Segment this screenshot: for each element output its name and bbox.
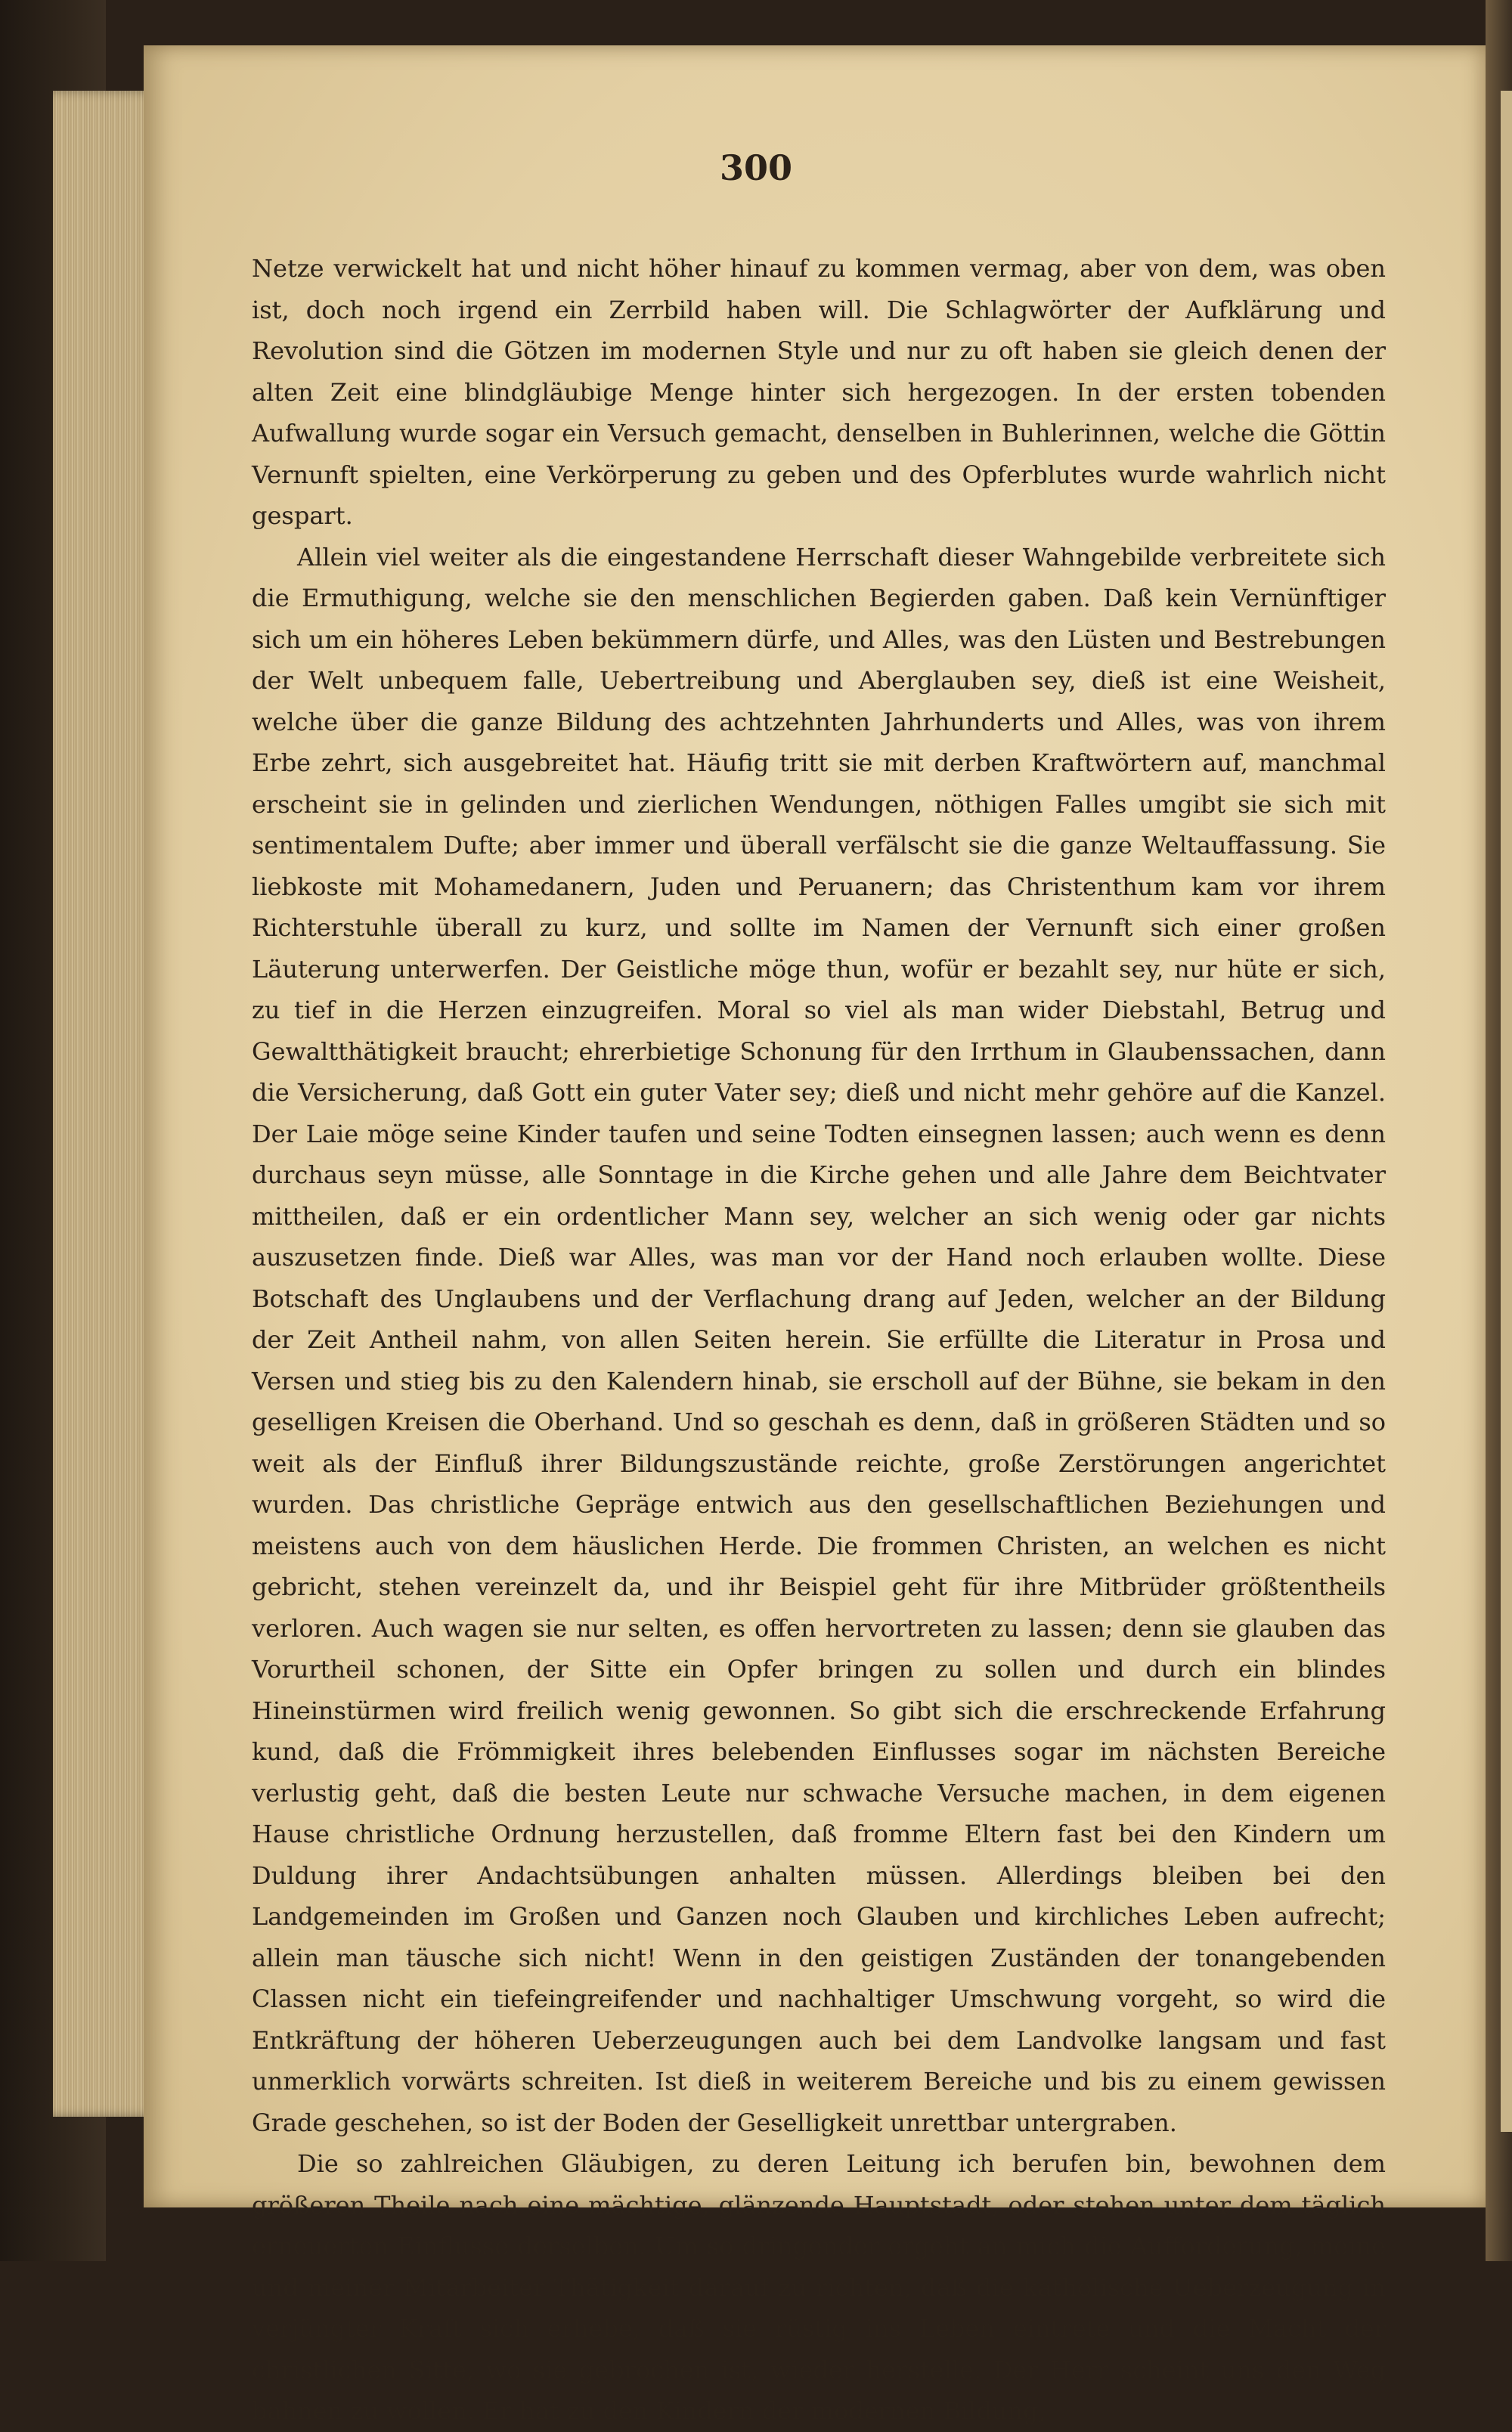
body-text: [252, 248, 1386, 2432]
paragraph: Netze verwickelt hat und nicht höher hinauf zu kommen vermag, aber von dem, was oben ist, doch noch irgend ein Zerrbild haben will. Die Schlagwörter der Aufklärung und Revolution sind die Götzen im modernen Style und nur zu oft haben sie gleich denen der alten Zeit eine blindgläubige Menge hinter sich hergezogen. In der ersten tobenden Aufwallung wurde sogar ein Versuch gemacht, denselben in Buhlerinnen, welche die Göttin Vernunft spielten, eine Verkörperung zu geben und des Opferblutes wurde wahrlich nicht gespart.: [252, 254, 1386, 530]
page-number: 300: [719, 147, 793, 188]
paragraph: Die so zahlreichen Gläubigen, zu deren Leitung ich berufen bin, bewohnen dem größeren Theile nach eine mächtige, glänzende Hauptstadt, oder stehen unter dem täglich erneuerten Einflusse derselben. Um so dringender ergeht an mich die Aufforderung, meine und meiner Mitarbeiter Thätigkeit darauf zu richten, daß die katholische Ueberzeugung in verjüngter Kraft sich erhebe, daß sie rüstig ins Leben eintrete und die Macht der christlichen Sitte, wo sie gebrochen ist, wieder herstelle. Der Herr scheint uns den Weg bahnen zu wollen. Er hat zu den Kindern der modernen Bildung,: [252, 2149, 1386, 2425]
facing-page-edge: [1501, 91, 1512, 2132]
paragraph: Allein viel weiter als die eingestandene Herrschaft dieser Wahngebilde verbreitete sich die Ermuthigung, welche sie den menschlichen Begierden gaben. Daß kein Vernünftiger sich um ein höheres Leben bekümmern dürfe, und Alles, was den Lüsten und Bestrebungen der Welt unbequem falle, Uebertreibung und Aberglauben sey, dieß ist eine Weisheit, welche über die ganze Bildung des achtzehnten Jahrhunderts und Alles, was von ihrem Erbe zehrt, sich ausgebreitet hat. Häufig tritt sie mit derben Kraftwörtern auf, manchmal erscheint sie in gelinden und zierlichen Wendungen, nöthigen Falles umgibt sie sich mit sentimentalem Dufte; aber immer und überall verfälscht sie die ganze Weltauffassung. Sie liebkoste mit Mohamedanern, Juden und Peruanern; das Christenthum kam vor ihrem Richterstuhle überall zu kurz, und sollte im Namen der Vernunft sich einer großen Läuterung unterwerfen. Der Geistliche möge thun, wofür er bezahlt sey, nur hüte er sich, zu tief in die Herzen einzugreifen. Moral so viel als man wider Diebstahl, Betrug und Gewaltthätigkeit braucht; ehrerbietige Schonung für den Irrthum in Glaubenssachen, dann die Versicherung, daß Gott ein guter Vater sey; dieß und nicht mehr gehöre auf die Kanzel. Der Laie möge seine Kinder taufen und seine Todten einsegnen lassen; auch wenn es denn durchaus seyn müsse, alle Sonntage in die Kirche gehen und alle Jahre dem Beichtvater mittheilen, daß er ein ordentlicher Mann sey, welcher an sich wenig oder gar nichts auszusetzen finde. Dieß war Alles, was man vor der Hand noch erlauben wollte. Diese Botschaft des Unglaubens und der Verflachung drang auf Jeden, welcher an der Bildung der Zeit Antheil nahm, von allen Seiten herein. Sie erfüllte die Literatur in Prosa und Versen und stieg bis zu den Kalendern hinab, sie erscholl auf der Bühne, sie bekam in den geselligen Kreisen die Oberhand. Und so geschah es denn, daß in größeren Städten und so weit als der Einfluß ihrer Bildungszustände reichte, große Zerstörungen angerichtet wurden. Das christliche Gepräge entwich aus den gesellschaftlichen Beziehungen und meistens auch von dem häuslichen Herde. Die frommen Christen, an welchen es nicht gebricht, stehen vereinzelt da, und ihr Beispiel geht für ihre Mitbrüder größtentheils verloren. Auch wagen sie nur selten, es offen hervortreten zu lassen; denn sie glauben das Vorurtheil schonen, der Sitte ein Opfer bringen zu sollen und durch ein blindes Hineinstürmen wird freilich wenig gewonnen. So gibt sich die erschreckende Erfahrung kund, daß die Frömmigkeit ihres belebenden Einflusses sogar im nächsten Bereiche verlustig geht, daß die besten Leute nur schwache Versuche machen, in dem eigenen Hause christliche Ordnung herzustellen, daß fromme Eltern fast bei den Kindern um Duldung ihrer Andachtsübungen anhalten müssen. Allerdings bleiben bei den Landgemeinden im Großen und Ganzen noch Glauben und kirchliches Leben aufrecht; allein man täusche sich nicht! Wenn in den geistigen Zuständen der tonangebenden Classen nicht ein tiefeingreifender und nachhaltiger Umschwung vorgeht, so wird die Entkräftung der höheren Ueberzeugungen auch bei dem Landvolke langsam und fast unmerklich vorwärts schreiten. Ist dieß in weiterem Bereiche und bis zu einem gewissen Grade geschehen, so ist der Boden der Geselligkeit unrettbar untergraben.: [252, 542, 1386, 2137]
